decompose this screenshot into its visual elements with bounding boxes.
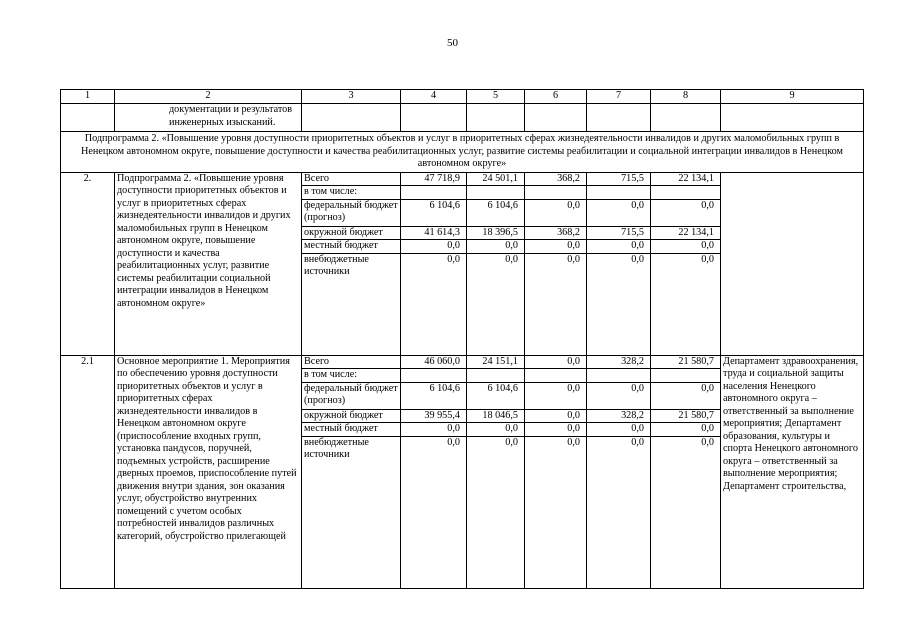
col-header: 9 [721, 90, 864, 104]
cell [467, 104, 525, 132]
row2-value: 24 501,1 [467, 172, 525, 186]
row2-value: 0,0 [401, 240, 467, 254]
row2-value: 6 104,6 [401, 199, 467, 226]
page-number: 50 [447, 37, 458, 49]
row2-source-label: местный бюджет [302, 240, 401, 254]
row2-source-label: внебюджетные источники [302, 253, 401, 355]
row21-value: 39 955,4 [401, 409, 467, 423]
row21-value: 0,0 [401, 423, 467, 437]
row2-value: 0,0 [651, 240, 721, 254]
col-header: 3 [302, 90, 401, 104]
row21-value: 24 151,1 [467, 355, 525, 369]
row21-source-label: Всего [302, 355, 401, 369]
row21-value: 0,0 [525, 423, 587, 437]
row21-value: 0,0 [587, 423, 651, 437]
row21-source-row [61, 355, 864, 369]
row21-source-label: местный бюджет [302, 423, 401, 437]
row2-value: 0,0 [525, 253, 587, 355]
row2-value: 368,2 [525, 172, 587, 186]
row2-value [651, 186, 721, 200]
cell [61, 104, 115, 132]
row21-responsible: Департамент здравоохранения, труда и социальной защиты населения Ненецкого автономного округа – ответственный за выполнение мероприятия; Департамент образования, культуры и спорта Ненецкого автономного округа – ответственный за выполнение мероприятия; Департамент строительства, [721, 355, 864, 588]
row2-value: 0,0 [651, 199, 721, 226]
row2-value: 368,2 [525, 226, 587, 240]
row2-value: 0,0 [587, 199, 651, 226]
row21-value: 21 580,7 [651, 355, 721, 369]
row21-value [587, 369, 651, 383]
row21-value: 0,0 [467, 423, 525, 437]
row21-number: 2.1 [61, 355, 115, 588]
row2-value [525, 186, 587, 200]
row2-value [401, 186, 467, 200]
row2-value: 0,0 [651, 253, 721, 355]
row21-value [467, 369, 525, 383]
row2-value: 0,0 [467, 253, 525, 355]
row2-name: Подпрограмма 2. «Повышение уровня доступности приоритетных объектов и услуг в приоритетных сферах жизнедеятельности инвалидов и других маломобильных групп в Ненецком автономном округе, повышение доступности и качества реабилитационных услуг, развитие системы реабилитации социальной интеграции инвалидов в Ненецком автономном округе» [115, 172, 302, 355]
row21-value [651, 369, 721, 383]
col-header: 4 [401, 90, 467, 104]
program-table [60, 89, 864, 589]
row21-value: 46 060,0 [401, 355, 467, 369]
row21-value: 0,0 [525, 382, 587, 409]
row21-source-label: внебюджетные источники [302, 436, 401, 588]
row2-value: 0,0 [587, 253, 651, 355]
row21-value: 328,2 [587, 355, 651, 369]
row2-responsible [721, 172, 864, 355]
row21-value: 0,0 [401, 436, 467, 588]
row2-source-label: окружной бюджет [302, 226, 401, 240]
row21-source-label: в том числе: [302, 369, 401, 383]
row21-value: 0,0 [651, 423, 721, 437]
col-header: 1 [61, 90, 115, 104]
row2-value: 22 134,1 [651, 226, 721, 240]
continuation-text: документации и результатов инженерных изысканий. [115, 104, 302, 132]
subprogram-heading-row [61, 132, 864, 173]
cell [651, 104, 721, 132]
row2-value: 0,0 [525, 199, 587, 226]
cell [587, 104, 651, 132]
row2-value: 6 104,6 [467, 199, 525, 226]
col-header: 5 [467, 90, 525, 104]
row2-source-row [61, 172, 864, 186]
row2-value: 715,5 [587, 172, 651, 186]
row2-value [587, 186, 651, 200]
row2-value: 22 134,1 [651, 172, 721, 186]
cell [302, 104, 401, 132]
row21-value: 0,0 [651, 382, 721, 409]
row2-value: 0,0 [525, 240, 587, 254]
row21-value [525, 369, 587, 383]
row21-source-label: окружной бюджет [302, 409, 401, 423]
row2-number: 2. [61, 172, 115, 355]
header-row [61, 90, 864, 104]
row2-value: 18 396,5 [467, 226, 525, 240]
row2-value: 0,0 [467, 240, 525, 254]
row21-value: 0,0 [525, 355, 587, 369]
row2-value: 0,0 [401, 253, 467, 355]
col-header: 8 [651, 90, 721, 104]
row21-value: 0,0 [651, 436, 721, 588]
row21-value: 0,0 [525, 409, 587, 423]
row2-value: 47 718,9 [401, 172, 467, 186]
row2-value: 41 614,3 [401, 226, 467, 240]
row2-source-label: Всего [302, 172, 401, 186]
row21-name: Основное мероприятие 1. Мероприятия по обеспечению уровня доступности приоритетных объектов и услуг в приоритетных сферах жизнедеятельности инвалидов в Ненецком автономном округе (приспособление входных групп, установка пандусов, поручней, подъемных устройств, расширение дверных проемов, приспособление путей движения внутри здания, зон оказания услуг, обустройство внутренних помещений с учетом особых потребностей инвалидов различных категорий, обустройство прилегающей [115, 355, 302, 588]
row2-value: 715,5 [587, 226, 651, 240]
col-header: 7 [587, 90, 651, 104]
subprogram-heading: Подпрограмма 2. «Повышение уровня доступности приоритетных объектов и услуг в приоритетных сферах жизнедеятельности инвалидов и других маломобильных групп в Ненецком автономном округе, повышение доступности и качества реабилитационных услуг, развитие системы реабилитации и социальной интеграции инвалидов в Ненецком автономном округе» [61, 132, 864, 173]
row2-source-label: федеральный бюджет (прогноз) [302, 199, 401, 226]
row2-value [467, 186, 525, 200]
cell [721, 104, 864, 132]
row21-value: 21 580,7 [651, 409, 721, 423]
row21-source-label: федеральный бюджет (прогноз) [302, 382, 401, 409]
col-header: 2 [115, 90, 302, 104]
continuation-row [61, 104, 864, 132]
row2-value: 0,0 [587, 240, 651, 254]
row2-source-label: в том числе: [302, 186, 401, 200]
row21-value [401, 369, 467, 383]
cell [525, 104, 587, 132]
row21-value: 6 104,6 [467, 382, 525, 409]
row21-value: 0,0 [525, 436, 587, 588]
row21-value: 0,0 [587, 436, 651, 588]
cell [401, 104, 467, 132]
row21-value: 0,0 [587, 382, 651, 409]
row21-value: 0,0 [467, 436, 525, 588]
row21-value: 6 104,6 [401, 382, 467, 409]
row21-value: 18 046,5 [467, 409, 525, 423]
col-header: 6 [525, 90, 587, 104]
row21-value: 328,2 [587, 409, 651, 423]
